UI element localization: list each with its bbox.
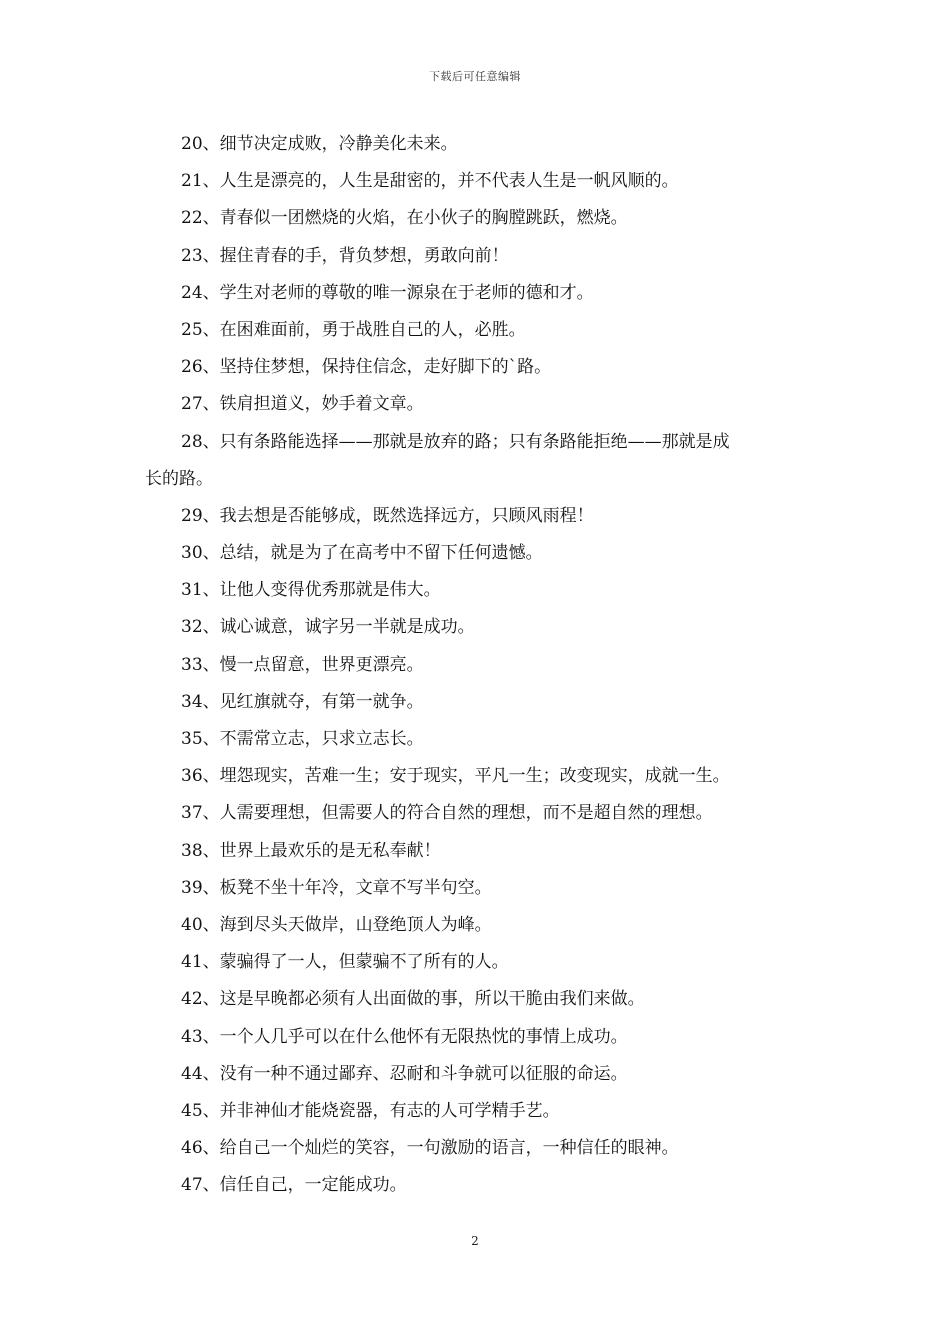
page-header: 下载后可任意编辑 xyxy=(429,70,521,83)
list-item: 42、这是早晚都必须有人出面做的事，所以干脆由我们来做。 xyxy=(181,989,645,1010)
list-item: 24、学生对老师的尊敬的唯一源泉在于老师的德和才。 xyxy=(181,282,594,303)
list-item: 21、人生是漂亮的，人生是甜密的，并不代表人生是一帆风顺的。 xyxy=(181,171,679,192)
list-item: 27、铁肩担道义，妙手着文章。 xyxy=(181,394,424,415)
document-body xyxy=(145,126,815,1204)
list-item: 33、慢一点留意，世界更漂亮。 xyxy=(181,654,424,675)
list-item: 31、让他人变得优秀那就是伟大。 xyxy=(181,580,441,601)
list-item: 30、总结，就是为了在高考中不留下任何遗憾。 xyxy=(181,543,543,564)
list-item: 45、并非神仙才能烧瓷器，有志的人可学精手艺。 xyxy=(181,1100,560,1121)
list-item: 36、埋怨现实，苦难一生；安于现实，平凡一生；改变现实，成就一生。 xyxy=(181,766,730,787)
list-item-wrapped xyxy=(145,424,815,498)
list-item: 40、海到尽头天做岸，山登绝顶人为峰。 xyxy=(181,914,492,935)
list-item: 46、给自己一个灿烂的笑容，一句激励的语言，一种信任的眼神。 xyxy=(181,1138,679,1159)
list-item: 35、不需常立志，只求立志长。 xyxy=(181,729,424,750)
list-item-line-2: 长的路。 xyxy=(145,468,213,489)
list-item: 25、在困难面前，勇于战胜自己的人，必胜。 xyxy=(181,319,526,340)
list-item: 47、信任自己，一定能成功。 xyxy=(181,1175,407,1196)
list-item: 23、握住青春的手，背负梦想，勇敢向前！ xyxy=(181,245,509,266)
list-item: 29、我去想是否能够成，既然选择远方，只顾风雨程！ xyxy=(181,505,594,526)
page-number: 2 xyxy=(471,1234,479,1248)
list-item: 32、诚心诚意，诚字另一半就是成功。 xyxy=(181,617,475,638)
list-item: 37、人需要理想，但需要人的符合自然的理想，而不是超自然的理想。 xyxy=(181,803,713,824)
list-item: 39、板凳不坐十年冷，文章不写半句空。 xyxy=(181,877,492,898)
list-item: 22、青春似一团燃烧的火焰，在小伙子的胸膛跳跃，燃烧。 xyxy=(181,208,628,229)
list-item: 34、见红旗就夺，有第一就争。 xyxy=(181,691,424,712)
list-item: 38、世界上最欢乐的是无私奉献！ xyxy=(181,840,441,861)
list-item-line-1: 28、只有条路能选择——那就是放弃的路；只有条路能拒绝——那就是成 xyxy=(181,431,730,452)
list-item: 44、没有一种不通过鄙弃、忍耐和斗争就可以征服的命运。 xyxy=(181,1063,628,1084)
list-item: 26、坚持住梦想，保持住信念，走好脚下的`路。 xyxy=(181,357,552,378)
list-item: 41、蒙骗得了一人，但蒙骗不了所有的人。 xyxy=(181,952,509,973)
list-item: 43、一个人几乎可以在什么他怀有无限热忱的事情上成功。 xyxy=(181,1026,628,1047)
list-item: 20、细节决定成败，冷静美化未来。 xyxy=(181,134,458,154)
